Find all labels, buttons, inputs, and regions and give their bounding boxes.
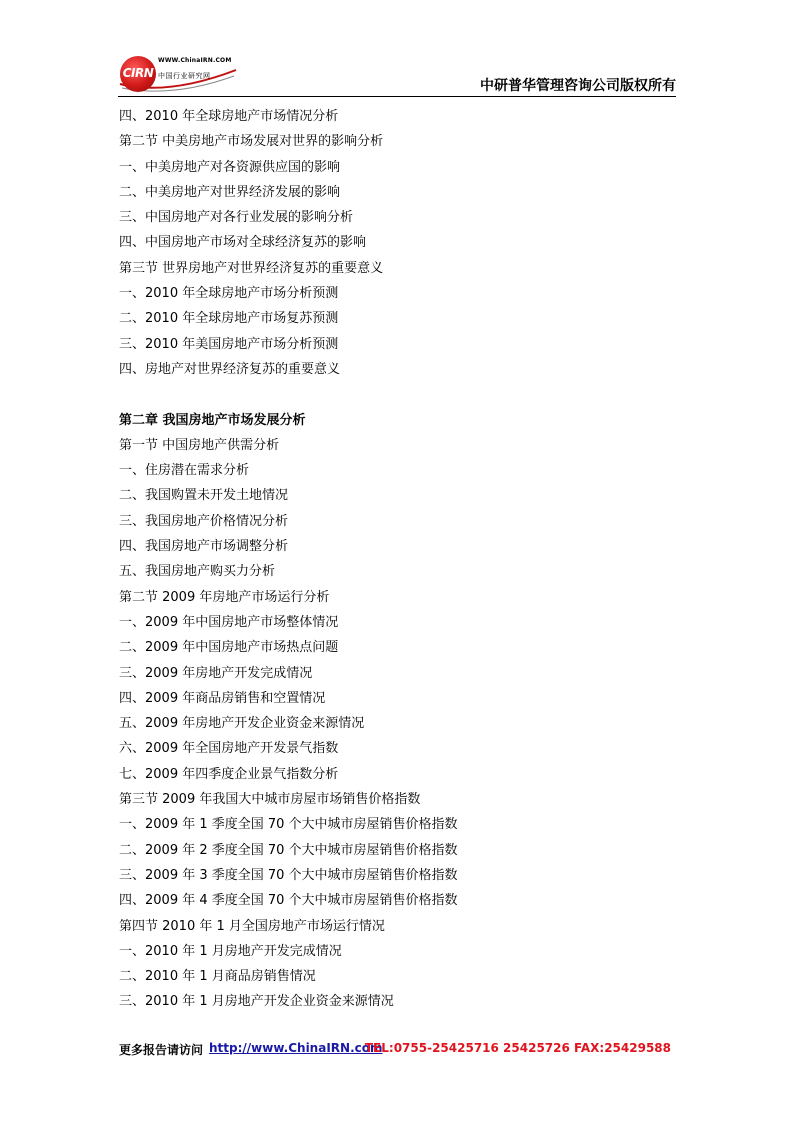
toc-line: 三、2010 年 1 月房地产开发企业资金来源情况 [119,994,394,1010]
toc-line: 三、2009 年 3 季度全国 70 个大中城市房屋销售价格指数 [119,867,458,883]
toc-content [119,104,679,1015]
toc-line: 四、我国房地产市场调整分析 [119,539,289,555]
toc-line: 一、住房潜在需求分析 [119,463,250,479]
toc-section-heading: 第三节 2009 年我国大中城市房屋市场销售价格指数 [119,792,421,808]
toc-line: 七、2009 年四季度企业景气指数分析 [119,766,339,782]
toc-line: 二、中美房地产对世界经济发展的影响 [119,184,341,200]
toc-line: 三、中国房地产对各行业发展的影响分析 [119,210,354,226]
footer-label: 更多报告请访问 [119,1043,204,1057]
toc-line: 三、我国房地产价格情况分析 [119,513,289,529]
logo-emblem-icon [120,56,156,92]
toc-section-heading: 第四节 2010 年 1 月全国房地产市场运行情况 [119,918,385,934]
toc-line: 二、我国购置未开发土地情况 [119,488,289,504]
toc-section-heading: 第二节 中美房地产市场发展对世界的影响分析 [119,134,384,150]
page-footer [119,1041,679,1059]
toc-line: 一、2009 年中国房地产市场整体情况 [119,614,339,630]
toc-line: 四、2009 年商品房销售和空置情况 [119,690,326,706]
toc-line: 一、中美房地产对各资源供应国的影响 [119,159,341,175]
website-link[interactable]: http://www.ChinaIRN.com [209,1041,383,1055]
copyright-notice: 中研普华管理咨询公司版权所有 [480,78,676,94]
toc-chapter-heading: 第二章 我国房地产市场发展分析 [119,412,306,428]
toc-line: 二、2010 年全球房地产市场复苏预测 [119,311,339,327]
toc-line: 四、2009 年 4 季度全国 70 个大中城市房屋销售价格指数 [119,893,458,909]
toc-line: 二、2009 年 2 季度全国 70 个大中城市房屋销售价格指数 [119,842,458,858]
toc-line: 二、2010 年 1 月商品房销售情况 [119,969,316,985]
page-header [118,50,676,97]
toc-line: 四、中国房地产市场对全球经济复苏的影响 [119,235,367,251]
toc-section-heading: 第一节 中国房地产供需分析 [119,437,280,453]
logo-emblem-text: CIRN [122,66,154,80]
toc-line: 四、2010 年全球房地产市场情况分析 [119,109,339,124]
toc-line: 五、2009 年房地产开发企业资金来源情况 [119,716,365,732]
toc-line: 三、2009 年房地产开发完成情况 [119,665,313,681]
toc-line: 二、2009 年中国房地产市场热点问题 [119,640,339,656]
toc-line: 三、2010 年美国房地产市场分析预测 [119,336,339,352]
contact-info: TEL:0755-25425716 25425726 FAX:25429588 [364,1041,671,1055]
toc-line: 一、2010 年全球房地产市场分析预测 [119,286,339,302]
toc-line: 四、房地产对世界经济复苏的重要意义 [119,361,341,377]
toc-line: 六、2009 年全国房地产开发景气指数 [119,741,339,757]
toc-line: 一、2009 年 1 季度全国 70 个大中城市房屋销售价格指数 [119,817,458,833]
company-logo [118,50,248,94]
toc-section-heading: 第二节 2009 年房地产市场运行分析 [119,589,330,605]
logo-cn-text: 中国行业研究网 [158,72,211,80]
toc-line: 一、2010 年 1 月房地产开发完成情况 [119,943,342,959]
toc-spacer [119,382,679,407]
toc-section-heading: 第三节 世界房地产对世界经济复苏的重要意义 [119,260,384,276]
logo-url-text: WWW.ChinaIRN.COM [158,57,232,64]
toc-line: 五、我国房地产购买力分析 [119,564,276,580]
